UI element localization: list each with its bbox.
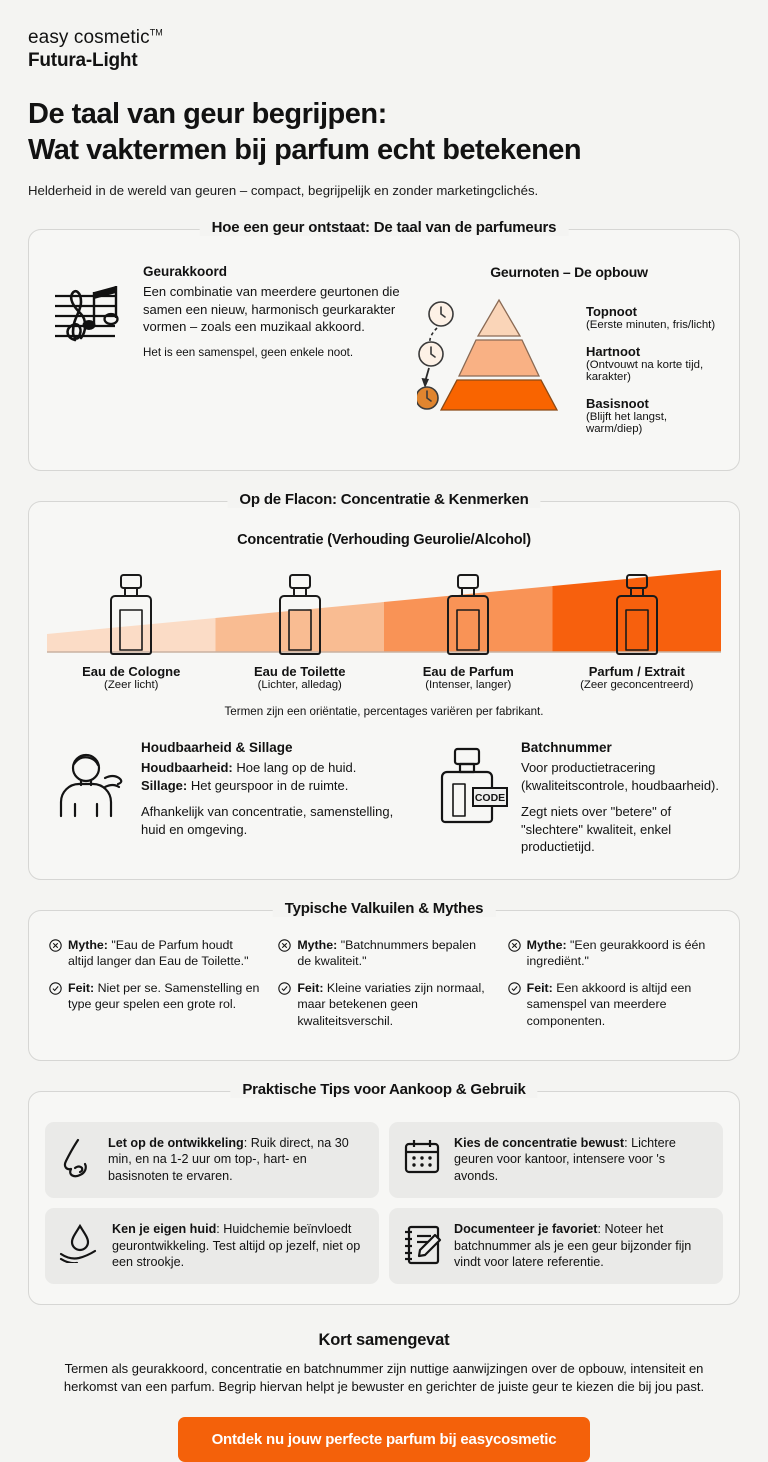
fact-label-0: Feit:	[68, 981, 95, 996]
conc-label-3-desc: (Zeer geconcentreerd)	[580, 679, 694, 692]
myth-column-0	[43, 937, 266, 1040]
x-circle-icon	[49, 937, 62, 969]
fact-text-1	[297, 980, 489, 1028]
myth-label-1: Mythe:	[297, 938, 338, 953]
bottle-eau-de-toilette	[216, 562, 385, 658]
myth-text-0	[68, 937, 260, 969]
fact-text-2	[527, 980, 719, 1028]
tip-text-0	[108, 1135, 366, 1185]
tip-text-2	[112, 1221, 366, 1271]
concentration-chart-title: Concentratie (Verhouding Geurolie/Alcohol)	[237, 532, 531, 549]
pyramid-label-top-name: Topnoot	[586, 304, 638, 320]
fact-item-0	[49, 980, 260, 1012]
notepad-pencil-icon	[402, 1221, 442, 1265]
section2-title: Op de Flacon: Concentratie & Kenmerken	[227, 491, 540, 508]
tip-card-2	[45, 1208, 379, 1284]
page-subtitle: Helderheid in de wereld van geuren – compact, begrijpelijk en zonder marketingclichés.	[28, 182, 539, 198]
fact-body-0: Niet per se. Samenstelling en type geur spelen een grote rol.	[68, 981, 260, 1012]
page-title	[28, 97, 740, 169]
myth-label-0: Mythe:	[68, 938, 108, 953]
section1-title: Hoe een geur ontstaat: De taal van de parfumeurs	[200, 219, 569, 236]
pyramid-label-base	[586, 396, 721, 435]
batch-text: Voor productietracering (kwaliteitscontrole, houdbaarheid).	[521, 760, 719, 794]
tip-text-1	[454, 1135, 710, 1185]
tip-key-2: Ken je eigen huid	[112, 1221, 217, 1236]
conc-label-0	[47, 664, 216, 691]
sillage-block	[47, 740, 415, 855]
summary-text: Termen als geurakkoord, concentratie en batchnummer zijn nuttige aanwijzingen over de opbouw, intensiteit en herkomst van een parfum. Begrip hiervan helpt je bewuster en gerichter de juiste geur te kiezen die bij jou past.	[63, 1361, 705, 1394]
brand-name-text: easy cosmetic	[28, 27, 150, 48]
pyramid-title: Geurnoten – De opbouw	[490, 264, 648, 281]
person-scent-icon	[53, 740, 129, 855]
myth-item-2	[508, 937, 719, 969]
page-title-line1: De taal van geur begrijpen:	[28, 97, 387, 130]
conc-label-0-name: Eau de Cologne	[82, 664, 181, 680]
section4-title: Praktische Tips voor Aankoop & Gebruik	[230, 1081, 537, 1098]
myth-column-1	[272, 937, 495, 1040]
calendar-icon	[402, 1135, 442, 1177]
x-circle-icon	[278, 937, 291, 969]
pyramid-label-top	[586, 304, 721, 331]
bottle-parfum-extrait	[553, 562, 722, 658]
conc-label-2	[384, 664, 553, 691]
sillage-kv-2	[141, 777, 415, 795]
myth-body-2: "Een geurakkoord is één ingrediënt."	[526, 938, 706, 969]
conc-label-1-desc: (Lichter, alledag)	[257, 679, 342, 692]
brand-block	[28, 0, 740, 73]
sillage-title: Houdbaarheid & Sillage	[141, 740, 293, 756]
myth-label-2: Mythe:	[526, 938, 567, 953]
sillage-kv2-key: Sillage:	[141, 778, 188, 794]
nose-icon	[58, 1135, 96, 1179]
droplet-hand-icon	[58, 1221, 100, 1263]
tip-body-3: : Noteer het batchnummer als je een geur bijzonder fijn vindt voor latere referentie.	[454, 1221, 692, 1270]
bottle-eau-de-parfum	[384, 562, 553, 658]
bottle-code-label: CODE	[474, 792, 506, 805]
sillage-note: Afhankelijk van concentratie, samenstelling, huid en omgeving.	[141, 804, 394, 837]
tip-body-2: : Huidchemie beïnvloedt geurontwikkeling. Test altijd op jezelf, niet op een strookje.	[112, 1221, 361, 1270]
myth-item-1	[278, 937, 489, 969]
check-circle-icon	[278, 980, 291, 1028]
accord-block	[47, 264, 407, 448]
tip-body-1: : Lichtere geuren voor kantoor, intensere voor 's avonds.	[454, 1135, 676, 1184]
fact-label-2: Feit:	[526, 981, 553, 996]
tip-key-0: Let op de ontwikkeling	[108, 1135, 244, 1150]
fact-item-1	[278, 980, 489, 1028]
section-bottle-concentration	[28, 491, 740, 880]
myth-text-2	[527, 937, 719, 969]
myth-column-2	[502, 937, 725, 1040]
brand-subname: Futura-Light	[28, 49, 138, 71]
accord-title: Geurakkoord	[143, 264, 228, 280]
cta-button[interactable]: Ontdek nu jouw perfecte parfum bij easycosmetic	[178, 1417, 591, 1462]
accord-note: Het is een samenspel, geen enkele noot.	[143, 346, 354, 360]
conc-label-3-name: Parfum / Extrait	[588, 664, 685, 680]
tip-key-1: Kies de concentratie bewust	[454, 1135, 625, 1150]
sillage-kv1-val: Hoe lang op de huid.	[232, 760, 357, 776]
tip-card-0	[45, 1122, 379, 1198]
scent-pyramid-graphic	[417, 292, 582, 414]
myth-item-0	[49, 937, 260, 969]
concentration-axis-labels	[47, 664, 721, 691]
pyramid-block	[417, 264, 721, 448]
batch-note: Zegt niets over "betere" of "slechtere" kwaliteit, enkel productietijd.	[521, 804, 672, 854]
tip-card-3	[389, 1208, 723, 1284]
accord-text: Een combinatie van meerdere geurtonen die samen een nieuw, harmonisch geurkarakter vormen – zoals een muzikaal akkoord.	[143, 284, 400, 334]
batch-block	[433, 740, 721, 855]
summary-section	[28, 1331, 740, 1462]
fact-body-1: Kleine variaties zijn normaal, maar betekenen geen kwaliteitsverschil.	[297, 981, 485, 1028]
myth-body-1: "Batchnummers bepalen de kwaliteit."	[297, 938, 476, 969]
check-circle-icon	[508, 980, 521, 1028]
summary-title: Kort samengevat	[318, 1331, 450, 1350]
batch-title: Batchnummer	[521, 740, 612, 756]
sillage-kv-1	[141, 759, 415, 777]
myth-body-0: "Eau de Parfum houdt altijd langer dan Eau de Toilette."	[68, 938, 249, 969]
trademark-symbol: TM	[149, 27, 163, 38]
concentration-footnote: Termen zijn een oriëntatie, percentages variëren per fabrikant.	[224, 705, 544, 719]
conc-label-1-name: Eau de Toilette	[254, 664, 346, 680]
tip-body-0: : Ruik direct, na 30 min, en na 1-2 uur om top-, hart- en basisnoten te ervaren.	[108, 1135, 349, 1184]
page-title-line2: Wat vaktermen bij parfum echt betekenen	[28, 133, 582, 166]
pyramid-label-heart-name: Hartnoot	[586, 344, 641, 360]
sillage-kv2-val: Het geurspoor in de ruimte.	[187, 778, 349, 794]
conc-label-2-desc: (Intenser, langer)	[425, 679, 512, 692]
fact-text-0	[68, 980, 260, 1012]
pyramid-label-top-desc: (Eerste minuten, fris/licht)	[586, 319, 716, 332]
conc-label-2-name: Eau de Parfum	[422, 664, 514, 680]
concentration-wedge-chart	[47, 562, 721, 658]
myth-text-1	[297, 937, 489, 969]
tip-text-3	[454, 1221, 710, 1271]
section-how-scent-forms	[28, 219, 740, 471]
pyramid-label-base-name: Basisnoot	[586, 396, 649, 412]
sillage-kv1-key: Houdbaarheid:	[141, 760, 233, 776]
x-circle-icon	[508, 937, 521, 969]
tip-card-1	[389, 1122, 723, 1198]
pyramid-label-heart	[586, 344, 721, 383]
fact-label-1: Feit:	[297, 981, 324, 996]
pyramid-label-heart-desc: (Ontvouwt na korte tijd, karakter)	[586, 359, 704, 384]
brand-name	[28, 28, 740, 49]
check-circle-icon	[49, 980, 62, 1012]
fact-item-2	[508, 980, 719, 1028]
conc-label-1	[216, 664, 385, 691]
pyramid-label-base-desc: (Blijft het langst, warm/diep)	[586, 411, 668, 436]
tip-key-3: Documenteer je favoriet	[454, 1221, 598, 1236]
section3-title: Typische Valkuilen & Mythes	[273, 900, 496, 917]
music-notes-icon	[53, 264, 131, 448]
bottle-eau-de-cologne	[47, 562, 216, 658]
bottle-code-icon	[433, 740, 509, 855]
conc-label-0-desc: (Zeer licht)	[104, 679, 159, 692]
conc-label-3	[553, 664, 722, 691]
section-myths	[28, 900, 740, 1061]
fact-body-2: Een akkoord is altijd een samenspel van meerdere componenten.	[526, 981, 692, 1028]
section-tips	[28, 1080, 740, 1305]
